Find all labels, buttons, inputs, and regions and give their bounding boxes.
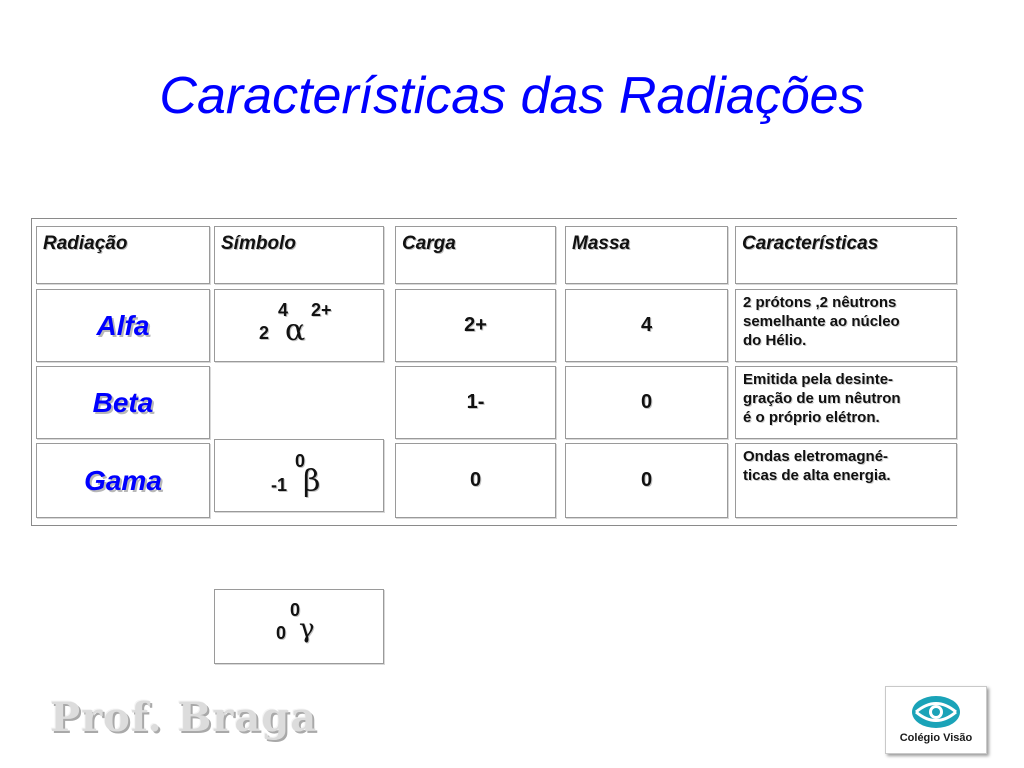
row-beta-name xyxy=(36,366,210,439)
row-alfa-caracteristicas: 2 prótons ,2 nêutrons semelhante ao núcleo do Hélio. xyxy=(735,289,957,362)
radiation-name: Gama xyxy=(84,464,162,496)
eye-logo-icon xyxy=(910,693,962,731)
row-beta-caracteristicas: Emitida pela desinte- gração de um nêutron é o próprio elétron. xyxy=(735,366,957,439)
atomic-number: 2 xyxy=(259,323,270,343)
row-beta-massa: 0 xyxy=(565,366,728,439)
row-gama-symbol xyxy=(214,589,384,664)
school-logo xyxy=(885,686,987,754)
row-alfa-symbol xyxy=(214,289,384,362)
radiation-table xyxy=(31,218,957,644)
mass-number: 4 xyxy=(278,300,289,320)
header-radiacao: Radiação xyxy=(36,226,210,284)
header-simbolo: Símbolo xyxy=(214,226,384,284)
row-gama-caracteristicas: Ondas eletromagné- ticas de alta energia. xyxy=(735,443,957,518)
row-alfa-massa: 4 xyxy=(565,289,728,362)
header-caracteristicas: Características xyxy=(735,226,957,284)
row-gama-name xyxy=(36,443,210,518)
row-alfa-carga: 2+ xyxy=(395,289,556,362)
row-beta-carga: 1- xyxy=(395,366,556,439)
atomic-number: -1 xyxy=(271,475,288,495)
header-massa: Massa xyxy=(565,226,728,284)
mass-number: 0 xyxy=(295,451,306,471)
mass-number: 0 xyxy=(290,600,301,620)
alpha-symbol-icon: α xyxy=(285,313,306,348)
logo-text: Colégio Visão xyxy=(899,732,973,744)
beta-symbol-icon: β xyxy=(303,464,321,499)
author-watermark: Prof. Braga xyxy=(50,694,318,741)
row-gama-carga: 0 xyxy=(395,443,556,518)
row-gama-massa: 0 xyxy=(565,443,728,518)
charge-number: 2+ xyxy=(311,300,332,320)
gamma-symbol-icon: γ xyxy=(299,614,315,644)
header-carga: Carga xyxy=(395,226,556,284)
atomic-number: 0 xyxy=(276,623,287,643)
row-alfa-name xyxy=(36,289,210,362)
radiation-name: Alfa xyxy=(96,309,150,341)
page-title: Características das Radiações xyxy=(159,67,865,125)
radiation-name: Beta xyxy=(92,386,154,418)
row-beta-symbol xyxy=(214,439,384,512)
